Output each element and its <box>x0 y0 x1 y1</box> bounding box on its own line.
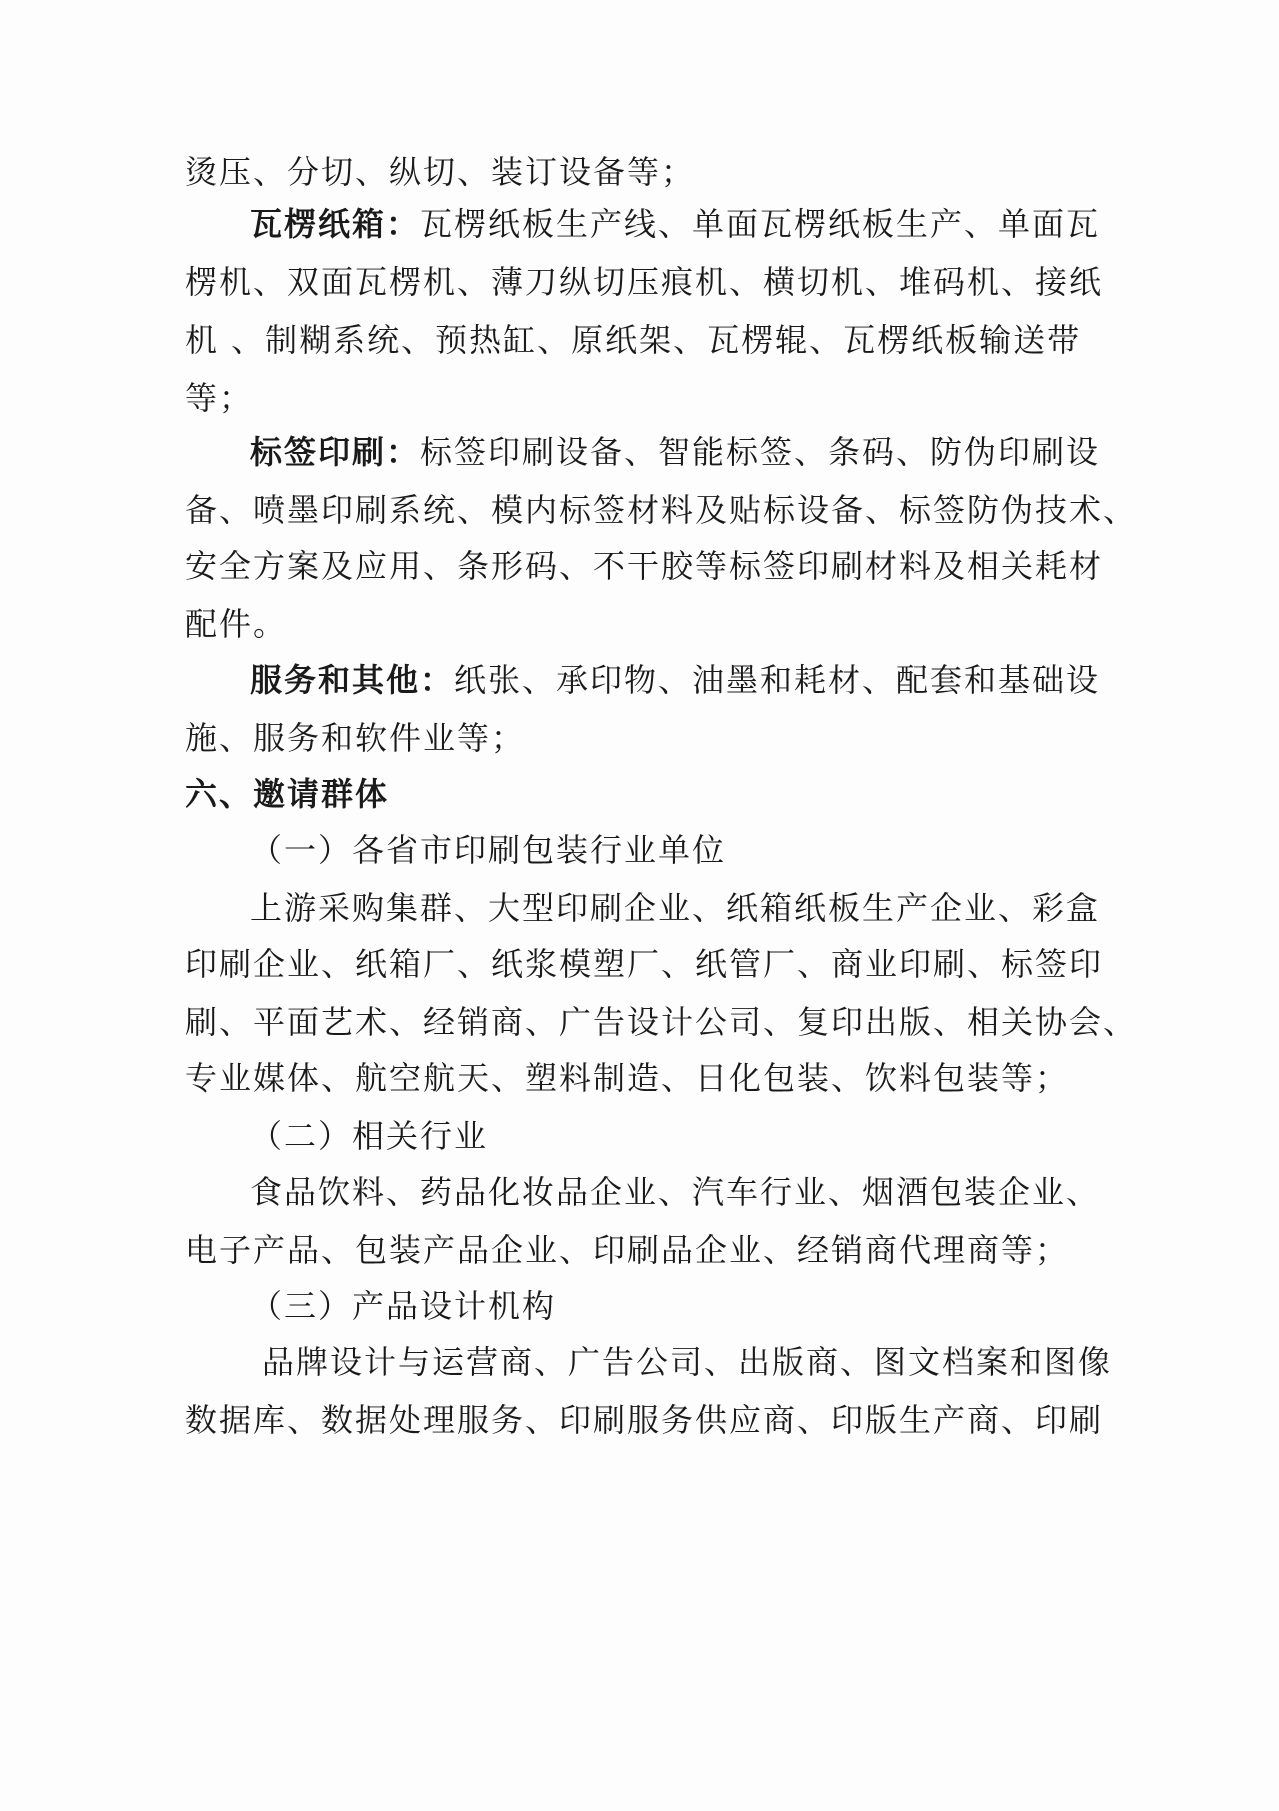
subheading-text: （三）产品设计机构 <box>250 1287 557 1325</box>
text-line <box>250 660 1170 700</box>
text-span: 楞机、双面瓦楞机、薄刀纵切压痕机、横切机、堆码机、接纸 <box>185 263 1104 301</box>
text-line <box>250 204 1170 244</box>
text-line <box>262 1342 1182 1382</box>
text-span: 配件。 <box>185 605 288 643</box>
text-line <box>250 888 1170 928</box>
text-line <box>250 830 1170 870</box>
section-heading <box>185 774 1105 814</box>
subheading-text: （二）相关行业 <box>250 1117 489 1155</box>
text-span: 备、喷墨印刷系统、模内标签材料及贴标设备、标签防伪技术、 <box>185 491 1138 529</box>
text-span: 纸张、承印物、油墨和耗材、配套和基础设 <box>454 661 1101 699</box>
text-span: 刷、平面艺术、经销商、广告设计公司、复印出版、相关协会、 <box>185 1003 1138 1041</box>
text-span: 机 、制糊系统、预热缸、原纸架、瓦楞辊、瓦楞纸板输送带 <box>185 321 1082 359</box>
text-line <box>185 604 1105 644</box>
text-line <box>185 262 1105 302</box>
text-span: 品牌设计与运营商、广告公司、出版商、图文档案和图像 <box>262 1343 1113 1381</box>
subheading-text: （一）各省市印刷包装行业单位 <box>250 831 727 869</box>
text-line <box>185 152 1105 192</box>
text-span: 印刷企业、纸箱厂、纸浆模塑厂、纸管厂、商业印刷、标签印 <box>185 945 1104 983</box>
text-line <box>185 378 1105 418</box>
text-line <box>250 1286 1170 1326</box>
text-line <box>250 1116 1170 1156</box>
text-line <box>185 490 1138 530</box>
text-span: 安全方案及应用、条形码、不干胶等标签印刷材料及相关耗材 <box>185 547 1104 585</box>
text-line <box>185 1230 1105 1270</box>
text-span: 专业媒体、航空航天、塑料制造、日化包装、饮料包装等； <box>185 1059 1070 1097</box>
text-line <box>185 1058 1105 1098</box>
text-span: 施、服务和软件业等； <box>185 719 526 757</box>
text-span: 电子产品、包装产品企业、印刷品企业、经销商代理商等； <box>185 1231 1070 1269</box>
text-line <box>185 944 1105 984</box>
text-line <box>250 432 1170 472</box>
text-span: 瓦楞纸板生产线、单面瓦楞纸板生产、单面瓦 <box>420 205 1101 243</box>
text-span: 烫压、分切、纵切、装订设备等； <box>185 153 696 191</box>
text-span: 数据库、数据处理服务、印刷服务供应商、印版生产商、印刷 <box>185 1401 1104 1439</box>
text-line <box>185 546 1105 586</box>
category-label: 标签印刷： <box>250 433 421 471</box>
text-line <box>185 718 1105 758</box>
text-span: 等； <box>185 379 254 417</box>
text-span: 标签印刷设备、智能标签、条码、防伪印刷设 <box>420 433 1101 471</box>
text-line <box>250 1172 1170 1212</box>
category-label: 瓦楞纸箱： <box>250 205 421 243</box>
heading-text: 六、邀请群体 <box>185 775 390 813</box>
text-span: 上游采购集群、大型印刷企业、纸箱纸板生产企业、彩盒 <box>250 889 1101 927</box>
text-line <box>185 1400 1105 1440</box>
text-line <box>185 320 1105 360</box>
text-span: 食品饮料、药品化妆品企业、汽车行业、烟酒包装企业、 <box>250 1173 1101 1211</box>
text-line <box>185 1002 1138 1042</box>
category-label: 服务和其他： <box>250 661 455 699</box>
